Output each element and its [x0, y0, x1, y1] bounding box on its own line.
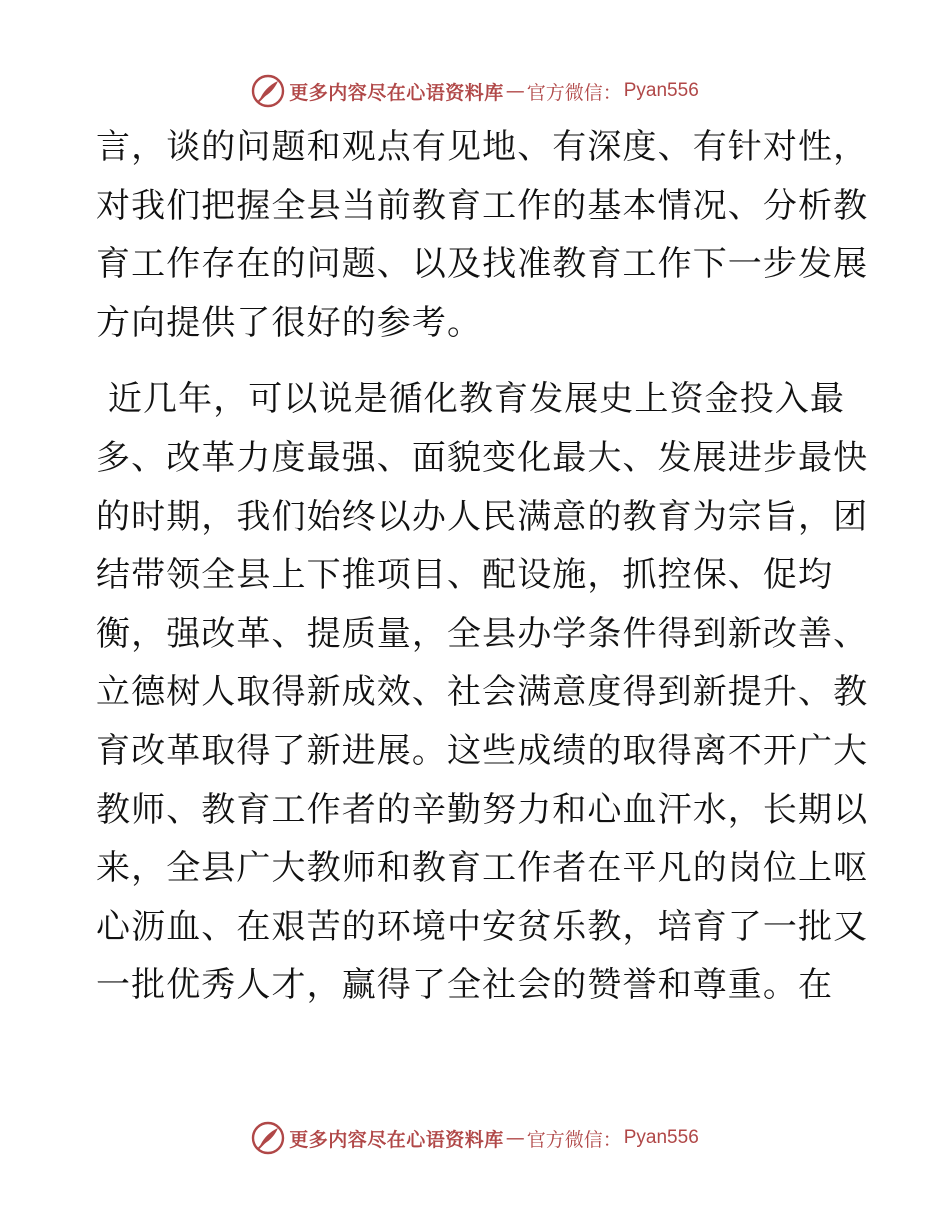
text-line: 来，全县广大教师和教育工作者在平凡的岗位上呕 [96, 848, 869, 889]
watermark-wechat-id: Pyan556 [623, 1127, 699, 1148]
text-line: 育工作存在的问题、以及找准教育工作下一步发展 [96, 244, 869, 285]
text-line: 心沥血、在艰苦的环境中安贫乐教，培育了一批又 [96, 906, 869, 947]
watermark-separator: — [505, 80, 525, 102]
text-line: 多、改革力度最强、面貌变化最大、发展进步最快 [96, 437, 869, 478]
watermark-site-text: 更多内容尽在心语资料库 [289, 81, 504, 104]
watermark-wechat-label: 官方微信： [526, 1128, 622, 1151]
text-line: 言，谈的问题和观点有见地、有深度、有针对性， [96, 127, 869, 167]
quill-logo-icon [251, 74, 285, 108]
watermark-wechat-id: Pyan556 [623, 80, 699, 101]
watermark-site-text: 更多内容尽在心语资料库 [289, 1128, 504, 1151]
text-line: 教师、教育工作者的辛勤努力和心血汗水，长期以 [96, 789, 869, 830]
header-watermark [0, 73, 950, 109]
text-line: 的时期，我们始终以办人民满意的教育为宗旨，团 [96, 496, 869, 537]
text-line: 结带领全县上下推项目、配设施，抓控保、促均 [96, 555, 834, 596]
footer-watermark [0, 1120, 950, 1156]
paragraph-1 [96, 118, 869, 352]
quill-logo-icon [251, 1121, 285, 1155]
paragraph-2 [96, 370, 869, 1015]
document-body [96, 118, 869, 1015]
text-line: 育改革取得了新进展。这些成绩的取得离不开广大 [96, 730, 869, 771]
text-line: 方向提供了很好的参考。 [96, 302, 483, 343]
text-line: 近几年，可以说是循化教育发展史上资金投入最 [96, 379, 846, 420]
text-line: 衡，强改革、提质量，全县办学条件得到新改善、 [96, 613, 869, 654]
watermark-separator: — [505, 1127, 525, 1149]
text-line: 对我们把握全县当前教育工作的基本情况、分析教 [96, 185, 869, 226]
text-line: 立德树人取得新成效、社会满意度得到新提升、教 [96, 672, 869, 713]
text-line: 一批优秀人才，赢得了全社会的赞誉和尊重。在 [96, 965, 834, 1006]
watermark-wechat-label: 官方微信： [526, 81, 622, 104]
